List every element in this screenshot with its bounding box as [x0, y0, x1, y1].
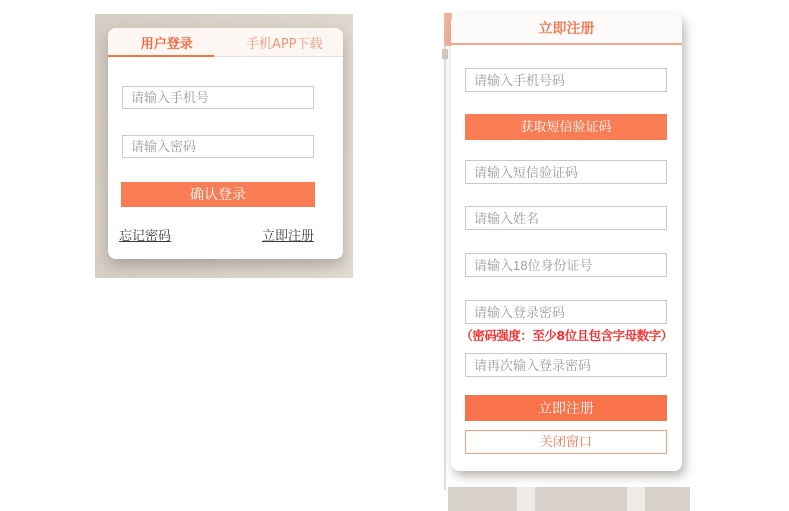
register-submit-button[interactable]: 立即注册 [465, 395, 667, 421]
login-background-panel [95, 14, 353, 278]
login-password-input[interactable] [122, 135, 314, 158]
register-modal [451, 14, 682, 471]
close-window-button[interactable]: 关闭窗口 [465, 430, 667, 454]
login-tabbar [108, 28, 343, 57]
background-band-gap [627, 487, 645, 511]
login-card [108, 28, 343, 259]
id-number-input[interactable] [465, 253, 667, 277]
register-password-input[interactable] [465, 300, 667, 324]
background-bottom-band [448, 487, 690, 511]
tab-app-download[interactable]: 手机APP下载 [245, 36, 323, 52]
confirm-password-input[interactable] [465, 353, 667, 377]
tab-user-login[interactable]: 用户登录 [140, 36, 193, 52]
name-input[interactable] [465, 206, 667, 230]
login-links-row [108, 225, 343, 244]
login-submit-button[interactable]: 确认登录 [121, 182, 315, 207]
active-tab-underline [108, 55, 214, 57]
forgot-password-link[interactable]: 忘记密码 [119, 229, 172, 244]
register-modal-title: 立即注册 [451, 14, 682, 45]
login-phone-input[interactable] [122, 86, 314, 109]
background-notch [442, 49, 448, 59]
background-vertical-line [444, 46, 446, 490]
background-band-gap [517, 487, 535, 511]
password-strength-hint: （密码强度：至少8位且包含字母数字） [460, 328, 673, 343]
register-now-link[interactable]: 立即注册 [261, 229, 314, 244]
get-sms-code-button[interactable]: 获取短信验证码 [465, 114, 667, 140]
register-phone-input[interactable] [465, 68, 667, 92]
sms-code-input[interactable] [465, 160, 667, 184]
